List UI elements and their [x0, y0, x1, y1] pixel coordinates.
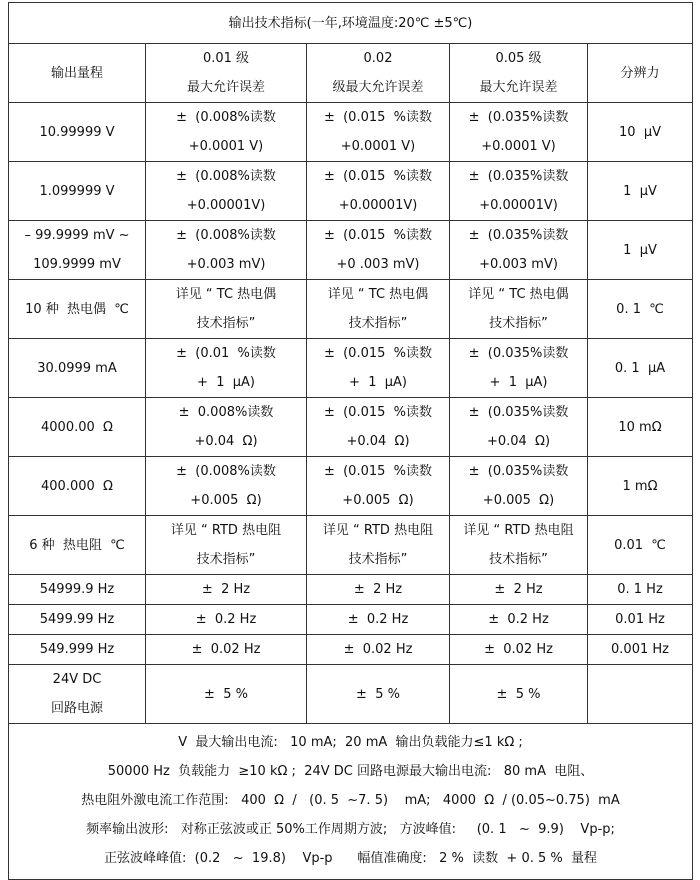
- cell-line: 详见 “ TC 热电偶: [468, 287, 569, 302]
- cell-range: [9, 457, 146, 516]
- cell-range: [9, 398, 146, 457]
- cell-line: ± (0.035%读数: [468, 346, 569, 361]
- cell-line: ± (0.035%读数: [468, 169, 569, 184]
- cell-line: 详见 “ RTD 热电阻: [322, 523, 434, 538]
- cell-line: ± 5 %: [496, 686, 541, 702]
- cell-class-001: [146, 221, 307, 280]
- table-row: [9, 103, 693, 162]
- cell-line: 10 种 热电偶 ℃: [25, 301, 129, 317]
- cell-class-005: [450, 103, 588, 162]
- cell-class-005: [450, 339, 588, 398]
- cell-line: ± 0.2 Hz: [347, 612, 409, 627]
- cell-class-001: [146, 457, 307, 516]
- cell-class-005: [450, 665, 588, 724]
- cell-line: +0.003 mV): [479, 257, 558, 272]
- cell-resolution: [588, 575, 693, 605]
- cell-resolution: [588, 516, 693, 575]
- header-class-001: [146, 44, 307, 103]
- cell-line: 技术指标”: [348, 552, 408, 567]
- cell-line: +0.00001V): [479, 198, 558, 213]
- cell-line: +0.00001V): [338, 198, 418, 213]
- cell-line: ± (0.035%读数: [468, 228, 569, 243]
- cell-range: [9, 635, 146, 665]
- cell-range: [9, 103, 146, 162]
- cell-class-002: [307, 162, 450, 221]
- cell-range: [9, 280, 146, 339]
- cell-resolution: [588, 605, 693, 635]
- cell-line: ± 5 %: [204, 686, 248, 702]
- note-line: V 最大输出电流: 10 mA; 20 mA 输出负载能力≤1 kΩ ;: [178, 735, 523, 750]
- cell-class-005: [450, 398, 588, 457]
- table-row: [9, 221, 693, 280]
- cell-line: 6 种 热电阻 ℃: [29, 537, 125, 553]
- cell-class-005: [450, 162, 588, 221]
- cell-class-002: [307, 280, 450, 339]
- cell-class-002: [307, 665, 450, 724]
- cell-class-001: [146, 280, 307, 339]
- cell-class-002: [307, 516, 450, 575]
- cell-line: 109.9999 mV: [33, 257, 121, 272]
- header-output-range: [9, 44, 146, 103]
- cell-class-002: [307, 575, 450, 605]
- cell-line: ± (0.008%读数: [176, 169, 276, 184]
- cell-line: 回路电源: [50, 701, 103, 716]
- header-line: 0.02: [363, 51, 393, 66]
- header-row: [9, 44, 693, 103]
- table-row: [9, 665, 693, 724]
- cell-line: ± 0.02 Hz: [484, 642, 553, 657]
- cell-line: +0.0001 V): [340, 139, 416, 154]
- cell-class-001: [146, 103, 307, 162]
- cell-resolution: [588, 221, 693, 280]
- cell-line: 1 mΩ: [622, 478, 658, 494]
- table-title: 输出技术指标(一年,环境温度:20℃ ±5℃): [9, 3, 693, 44]
- cell-line: 技术指标”: [348, 316, 408, 331]
- note-line: 正弦波峰峰值: (0.2 ~ 19.8) Vp-p 幅值准确度: 2 % 读数 + 0. 5 % 量程: [103, 851, 598, 866]
- cell-resolution: [588, 280, 693, 339]
- cell-line: ± 0.2 Hz: [195, 612, 257, 627]
- cell-line: 54999.9 Hz: [39, 582, 115, 597]
- cell-line: 10.99999 V: [39, 124, 115, 140]
- cell-line: – 99.9999 mV ~: [24, 228, 130, 243]
- cell-class-005: [450, 575, 588, 605]
- cell-line: 24V DC: [52, 672, 102, 687]
- cell-line: +0.04 Ω): [486, 434, 551, 449]
- cell-class-002: [307, 605, 450, 635]
- cell-range: [9, 339, 146, 398]
- cell-line: +0.04 Ω): [346, 434, 410, 449]
- cell-class-002: [307, 339, 450, 398]
- cell-line: + 1 μA): [489, 375, 548, 390]
- cell-line: 详见 “ TC 热电偶: [175, 287, 277, 302]
- cell-class-001: [146, 162, 307, 221]
- cell-line: 10 mΩ: [618, 419, 662, 435]
- header-resolution: [588, 44, 693, 103]
- cell-line: ± (0.015 %读数: [323, 110, 433, 125]
- cell-line: ± 0.008%读数: [178, 405, 274, 420]
- cell-class-001: [146, 635, 307, 665]
- cell-line: ± (0.01 %读数: [176, 346, 276, 361]
- cell-class-001: [146, 665, 307, 724]
- cell-resolution: [588, 457, 693, 516]
- cell-line: ± (0.035%读数: [468, 110, 569, 125]
- cell-range: [9, 575, 146, 605]
- cell-line: 详见 “ RTD 热电阻: [170, 523, 282, 538]
- cell-line: +0.005 Ω): [190, 493, 262, 508]
- cell-resolution: [588, 103, 693, 162]
- header-line: 最大允许误差: [186, 80, 265, 95]
- table-row: [9, 398, 693, 457]
- cell-line: +0.04 Ω): [194, 434, 258, 449]
- cell-line: 400.000 Ω: [41, 478, 113, 494]
- cell-resolution: [588, 162, 693, 221]
- cell-line: ± (0.035%读数: [468, 405, 569, 420]
- cell-class-001: [146, 398, 307, 457]
- table-row: [9, 516, 693, 575]
- cell-line: 10 μV: [619, 124, 661, 140]
- cell-class-005: [450, 635, 588, 665]
- cell-line: 详见 “ TC 热电偶: [327, 287, 429, 302]
- cell-line: 1.099999 V: [39, 183, 115, 199]
- cell-line: +0.00001V): [186, 198, 266, 213]
- cell-line: ± 0.02 Hz: [343, 642, 413, 657]
- cell-line: +0.0001 V): [188, 139, 264, 154]
- cell-line: ± 2 Hz: [353, 582, 403, 597]
- cell-line: + 1 μA): [197, 375, 255, 390]
- cell-range: [9, 665, 146, 724]
- header-class-005: [450, 44, 588, 103]
- cell-resolution: [588, 339, 693, 398]
- cell-line: ± (0.008%读数: [176, 228, 276, 243]
- cell-class-005: [450, 605, 588, 635]
- cell-line: ± 0.02 Hz: [191, 642, 261, 657]
- header-line: 0.01 级: [202, 51, 250, 66]
- cell-line: ± (0.035%读数: [468, 464, 569, 479]
- header-line: 级最大允许误差: [332, 80, 424, 95]
- cell-class-005: [450, 280, 588, 339]
- cell-line: 0.01 ℃: [614, 537, 666, 553]
- cell-line: ± (0.015 %读数: [323, 228, 433, 243]
- cell-range: [9, 162, 146, 221]
- cell-class-002: [307, 221, 450, 280]
- cell-line: 1 μV: [623, 183, 657, 199]
- header-line: 0.05 级: [495, 51, 542, 66]
- cell-range: [9, 221, 146, 280]
- header-line: 最大允许误差: [479, 80, 558, 95]
- cell-line: 技术指标”: [489, 552, 548, 567]
- cell-class-002: [307, 103, 450, 162]
- cell-line: 549.999 Hz: [39, 642, 115, 657]
- cell-class-002: [307, 457, 450, 516]
- cell-class-005: [450, 516, 588, 575]
- spec-table: [8, 2, 693, 880]
- cell-line: ± 0.2 Hz: [488, 612, 549, 627]
- cell-resolution: [588, 398, 693, 457]
- cell-line: 1 μV: [623, 242, 657, 258]
- cell-line: +0.003 mV): [186, 257, 266, 272]
- cell-line: +0.005 Ω): [342, 493, 414, 508]
- cell-line: ± 2 Hz: [494, 582, 543, 597]
- cell-line: 0. 1 μA: [614, 360, 666, 376]
- table-row: [9, 605, 693, 635]
- cell-line: ± (0.015 %读数: [323, 464, 433, 479]
- cell-line: ± (0.008%读数: [176, 110, 276, 125]
- table-row: [9, 635, 693, 665]
- header-class-002: [307, 44, 450, 103]
- cell-line: ± (0.008%读数: [176, 464, 276, 479]
- cell-class-001: [146, 516, 307, 575]
- cell-resolution: [588, 665, 693, 724]
- cell-line: 0.01 Hz: [615, 612, 665, 627]
- cell-class-001: [146, 339, 307, 398]
- table-row: [9, 280, 693, 339]
- cell-line: ± 2 Hz: [201, 582, 251, 597]
- cell-line: 技术指标”: [196, 552, 256, 567]
- cell-line: ± 5 %: [356, 686, 400, 702]
- cell-class-002: [307, 635, 450, 665]
- cell-line: 0. 1 ℃: [616, 301, 664, 317]
- notes-cell: [9, 724, 693, 880]
- note-line: 热电阻外激电流工作范围: 400 Ω / (0. 5 ~7. 5) mA; 4000 Ω / (0.05~0.75) mA: [81, 793, 620, 808]
- cell-line: 30.0999 mA: [37, 360, 117, 376]
- table-row: [9, 162, 693, 221]
- cell-range: [9, 605, 146, 635]
- cell-line: +0.0001 V): [481, 139, 556, 154]
- cell-line: 技术指标”: [196, 316, 256, 331]
- cell-line: +0.005 Ω): [482, 493, 555, 508]
- cell-line: ± (0.015 %读数: [323, 405, 433, 420]
- header-line: 输出量程: [50, 65, 103, 81]
- table-row: [9, 339, 693, 398]
- header-line: 分辨力: [620, 65, 660, 81]
- cell-line: 0.001 Hz: [611, 642, 669, 657]
- cell-line: 0. 1 Hz: [617, 582, 663, 597]
- table-row: [9, 457, 693, 516]
- note-line: 频率输出波形: 对称正弦波或正 50%工作周期方波; 方波峰值: (0. 1 ~ 9.9) Vp-p;: [86, 822, 615, 837]
- cell-line: 详见 “ RTD 热电阻: [463, 523, 574, 538]
- cell-range: [9, 516, 146, 575]
- cell-line: 技术指标”: [489, 316, 548, 331]
- cell-resolution: [588, 635, 693, 665]
- note-line: 50000 Hz 负载能力 ≥10 kΩ ; 24V DC 回路电源最大输出电流: 80 mA 电阻、: [107, 764, 594, 779]
- cell-line: ± (0.015 %读数: [323, 346, 433, 361]
- cell-line: 5499.99 Hz: [39, 612, 115, 627]
- cell-class-005: [450, 457, 588, 516]
- table-row: [9, 575, 693, 605]
- cell-class-002: [307, 398, 450, 457]
- cell-line: 4000.00 Ω: [41, 419, 113, 435]
- cell-line: +0 .003 mV): [336, 257, 420, 272]
- cell-class-001: [146, 605, 307, 635]
- cell-line: ± (0.015 %读数: [323, 169, 433, 184]
- cell-class-001: [146, 575, 307, 605]
- cell-class-005: [450, 221, 588, 280]
- cell-line: + 1 μA): [349, 375, 407, 390]
